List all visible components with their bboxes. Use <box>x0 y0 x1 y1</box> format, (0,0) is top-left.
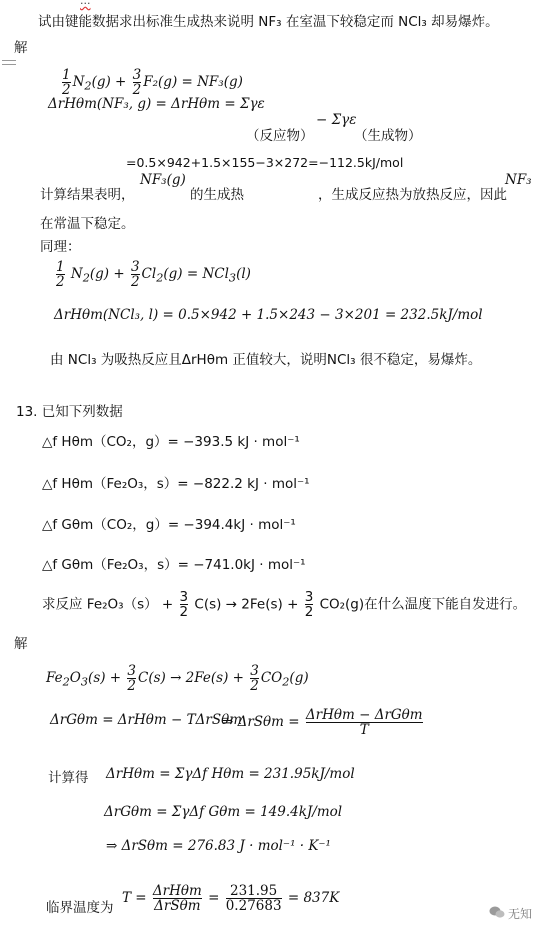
calc-label: 计算得 <box>48 770 89 786</box>
data-line-4: △f Gθm（Fe₂O₃，s）= −741.0kJ · mol⁻¹ <box>42 557 306 573</box>
conclusion-nf3-a: 计算结果表明， <box>40 187 135 203</box>
calculation-line-nf3: =0.5×942+1.5×155−3×272=−112.5kJ/mol <box>126 155 404 170</box>
margin-marker <box>2 64 16 65</box>
equation-delta-h-nf3: ΔrHθm(NF₃, g) = ΔrHθm = Σγε <box>48 96 265 112</box>
solution-label-13: 解 <box>14 636 28 652</box>
equation-delta-h-ncl3: ΔrHθm(NCl₃, l) = 0.5×942 + 1.5×243 − 3×201 = 232.5kJ/mol <box>54 307 483 323</box>
reaction-equation: $Fe_2O_3(s)$ + $\frac{3}{2}$ C(s) → 2Fe(s) + $\frac{3}{2}$ $CO_2(g)$ <box>46 663 309 694</box>
question-13-title: 13. 已知下列数据 <box>16 404 123 420</box>
equation-nf3-formation: $\frac{1}{2}$ $N_2(g)$ + $\frac{3}{2}$ F₂(g) = NF₃(g) <box>62 67 243 98</box>
conclusion-nf3-b: 的生成热 <box>190 187 244 203</box>
solution-label-12: 解 <box>14 40 28 56</box>
label-reactant: （反应物） <box>246 128 314 144</box>
top-fragment: ... <box>80 0 91 7</box>
data-line-2: △f Hθm（Fe₂O₃，s）= −822.2 kJ · mol⁻¹ <box>42 476 310 492</box>
eq3-mid: $N_2(g)$ + <box>70 266 125 285</box>
margin-marker <box>2 60 16 61</box>
conclusion-nf3-formula-b: NF₃ <box>505 172 532 188</box>
wechat-icon <box>489 905 505 922</box>
critical-temp-label: 临界温度为 <box>46 900 114 916</box>
conclusion-ncl3: 由 NCl₃ 为吸热反应且ΔrHθm 正值较大，说明NCl₃ 很不稳定，易爆炸。 <box>50 352 482 368</box>
equation-ncl3-formation: $\frac{1}{2}$ $N_2(g)$ + $\frac{3}{2}$ $Cl_2(g) = NCl_3(l)$ <box>56 259 251 290</box>
conclusion-nf3-c: ，生成反应热为放热反应，因此 <box>318 187 507 203</box>
conclusion-nf3-formula: NF₃(g) <box>140 172 186 188</box>
question-13-ask: 求反应 Fe₂O₃（s） + $\frac{3}{2}$ C(s) → 2Fe(s) + $\frac{3}{2}$ CO₂(g)在什么温度下能自发进行。 <box>42 589 527 620</box>
watermark: 无知 <box>489 905 532 922</box>
data-line-1: △f Hθm（CO₂，g）= −393.5 kJ · mol⁻¹ <box>42 434 300 450</box>
calc-delta-h: ΔrHθm = ΣγΔf Hθm = 231.95kJ/mol <box>106 766 355 782</box>
critical-temp-equation: T = $\frac{\text{ΔrHθm}}{\text{ΔrSθm}}$ = $\frac{231.95}{0.27683}$ = 837K <box>122 883 340 914</box>
calc-delta-g: ΔrGθm = ΣγΔf Gθm = 149.4kJ/mol <box>104 804 343 820</box>
similarly-label: 同理： <box>40 239 81 255</box>
data-line-3: △f Gθm（CO₂，g）= −394.4kJ · mol⁻¹ <box>42 517 296 533</box>
gibbs-equation: ΔrGθm = ΔrHθm − TΔrSθm <box>50 712 242 728</box>
calc-delta-s: ⇒ ΔrSθm = 276.83 J · mol⁻¹ · K⁻¹ <box>106 838 331 854</box>
sum-minus-term: − Σγε <box>316 112 357 128</box>
question-12-text: 试由键能数据求出标准生成热来说明 NF₃ 在室温下较稳定而 NCl₃ 却易爆炸。 <box>38 14 499 30</box>
label-product: （生成物） <box>354 128 422 144</box>
conclusion-nf3-stable: 在常温下稳定。 <box>40 216 135 232</box>
entropy-derivation: ⇒ ΔrSθm = $\frac{\text{ΔrHθm − ΔrGθm}}{T}$ <box>222 707 423 738</box>
